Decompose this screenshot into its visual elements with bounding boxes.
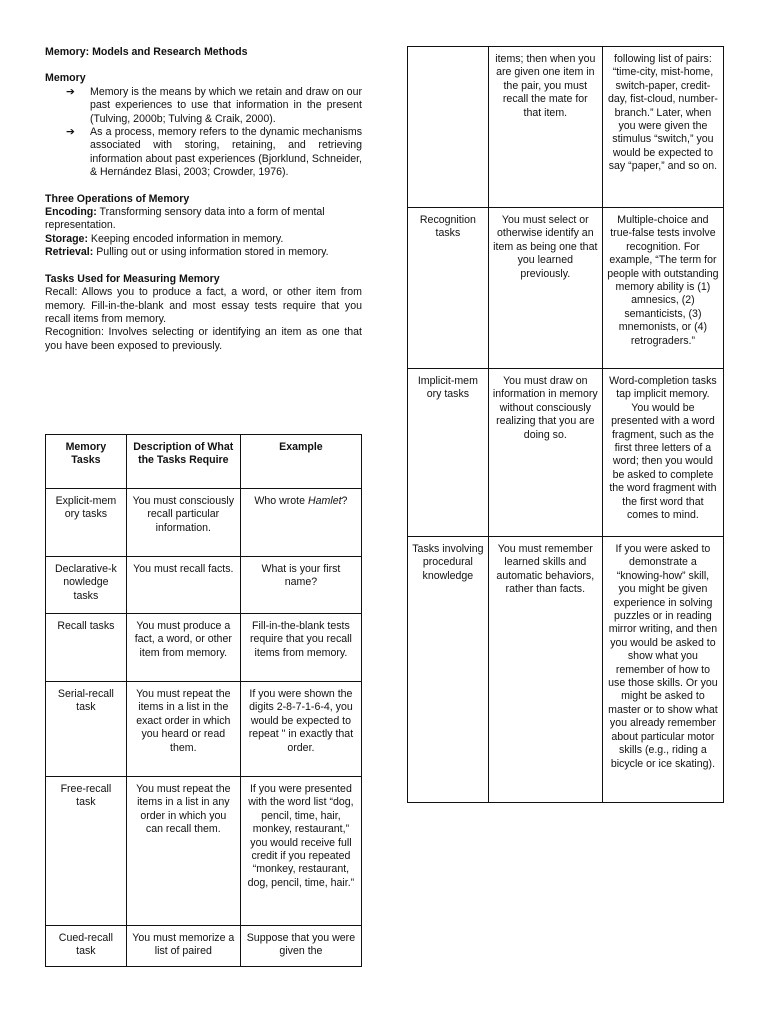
task-description-cell: You must select or otherwise identify an item as being one that you learned previously.: [488, 208, 602, 369]
table-row: [46, 489, 362, 557]
recognition-definition: Recognition: Involves selecting or identifying an item as one that you have been exposed to previously.: [45, 326, 362, 352]
example-text-end: ?: [341, 495, 348, 507]
operation-storage: [45, 233, 362, 246]
recall-definition: Recall: Allows you to produce a fact, a word, or other item from memory. Fill-in-the-blank and most essay tests require that you recall items from memory.: [45, 286, 362, 325]
task-name-cell: Recognition tasks: [408, 208, 489, 369]
task-description-cell: You must repeat the items in a list in the exact order in which you heard or read them.: [126, 682, 240, 777]
task-description-cell: You must remember learned skills and automatic behaviors, rather than facts.: [488, 537, 602, 803]
task-example-cell: [240, 489, 361, 557]
task-name-cell: Declarative-k nowledge tasks: [46, 557, 127, 614]
memory-bullet-text: Memory is the means by which we retain and draw on our past experiences to use that information in the present (Tulving, 2000b; Tulving & Craik, 2000).: [90, 85, 362, 125]
table-row: [408, 369, 724, 537]
task-name-cell: [408, 47, 489, 208]
task-example-cell: If you were shown the digits 2-8-7-1-6-4, you would be expected to repeat " in exactly that order.: [240, 682, 361, 777]
operation-text: Transforming sensory data into a form of mental representation.: [45, 206, 325, 232]
memory-tasks-table: [45, 434, 362, 967]
memory-bullet: [45, 86, 362, 126]
task-description-cell: You must repeat the items in a list in any order in which you can recall them.: [126, 777, 240, 926]
task-description-cell: items; then when you are given one item in the pair, you must recall the mate for that item.: [488, 47, 602, 208]
arrow-bullet-icon: ➔: [66, 126, 75, 139]
task-description-cell: You must recall facts.: [126, 557, 240, 614]
task-example-cell: Multiple-choice and true-false tests involve recognition. For example, “The term for people with outstanding memory ability is (1) amnesics, (2) semanticists, (3) mnemonists, or (4) retrograders.”: [602, 208, 723, 369]
tasks-heading: Tasks Used for Measuring Memory: [45, 272, 220, 285]
example-italic-title: Hamlet: [307, 495, 342, 507]
table-row: [46, 926, 362, 967]
task-name-cell: Free-recall task: [46, 777, 127, 926]
header-description: Description of What the Tasks Require: [126, 435, 240, 489]
table-header-row: [46, 435, 362, 489]
document-title: Memory: Models and Research Methods: [45, 46, 248, 58]
header-memory-tasks: Memory Tasks: [46, 435, 127, 489]
operations-heading: Three Operations of Memory: [45, 192, 190, 205]
memory-bullet-text: As a process, memory refers to the dynamic mechanisms associated with storing, retaining, and retrieving information about past experiences (Bjorklund, Schneider, & Hernández Blasi, 2003; Crowder, 1976).: [90, 126, 362, 179]
task-description-cell: You must draw on information in memory without consciously realizing that you are doing so.: [488, 369, 602, 537]
task-name-cell: Serial-recall task: [46, 682, 127, 777]
task-name-cell: Tasks involving procedural knowledge: [408, 537, 489, 803]
operation-text: Keeping encoded information in memory.: [87, 232, 284, 245]
task-example-cell: If you were presented with the word list “dog, pencil, time, hair, monkey, restaurant,” you would receive full credit if you repeated “monkey, restaurant, dog, pencil, time, hair.”: [240, 777, 361, 926]
task-example-cell: Fill-in-the-blank tests require that you recall items from memory.: [240, 614, 361, 682]
table-row: [46, 682, 362, 777]
task-name-cell: Explicit-mem ory tasks: [46, 489, 127, 557]
header-example: Example: [240, 435, 361, 489]
table-row: [408, 47, 724, 208]
table-row: [46, 777, 362, 926]
task-description-cell: You must consciously recall particular information.: [126, 489, 240, 557]
table-row: [46, 614, 362, 682]
memory-heading: Memory: [45, 72, 86, 85]
operation-retrieval: [45, 246, 362, 259]
operation-term: Encoding:: [45, 206, 97, 219]
table-row: [408, 537, 724, 803]
task-example-cell: Suppose that you were given the: [240, 926, 361, 967]
table-row: [408, 208, 724, 369]
left-column: [45, 46, 362, 353]
task-name-cell: Cued-recall task: [46, 926, 127, 967]
operation-text: Pulling out or using information stored in memory.: [93, 246, 329, 259]
memory-bullet: [45, 126, 362, 180]
memory-tasks-table-continued: [407, 46, 724, 803]
task-example-cell: following list of pairs: “time-city, mist-home, switch-paper, credit-day, fist-cloud, number-branch.” Later, when you were given the stimulus “switch,” you would be expected to say “paper,” and so on.: [602, 47, 723, 208]
operation-term: Retrieval:: [45, 246, 94, 259]
example-text: Who wrote: [254, 495, 308, 507]
operation-term: Storage:: [45, 232, 88, 245]
task-description-cell: You must memorize a list of paired: [126, 926, 240, 967]
task-name-cell: Implicit-mem ory tasks: [408, 369, 489, 537]
operation-encoding: [45, 206, 362, 233]
task-example-cell: What is your first name?: [240, 557, 361, 614]
task-description-cell: You must produce a fact, a word, or other item from memory.: [126, 614, 240, 682]
task-name-cell: Recall tasks: [46, 614, 127, 682]
table-row: [46, 557, 362, 614]
task-example-cell: If you were asked to demonstrate a “knowing-how” skill, you might be given experience in solving puzzles or in reading mirror writing, and then you would be asked to show what you remember of how to use those skills. Or you might be asked to master or to show what you already remember about particular motor skills (e.g., riding a bicycle or ice skating).: [602, 537, 723, 803]
arrow-bullet-icon: ➔: [66, 85, 75, 98]
memory-bullet-list: [45, 86, 362, 180]
task-example-cell: Word-completion tasks tap implicit memory. You would be presented with a word fragment, such as the first three letters of a word; then you would be asked to complete the word fragment with the first word that comes to mind.: [602, 369, 723, 537]
